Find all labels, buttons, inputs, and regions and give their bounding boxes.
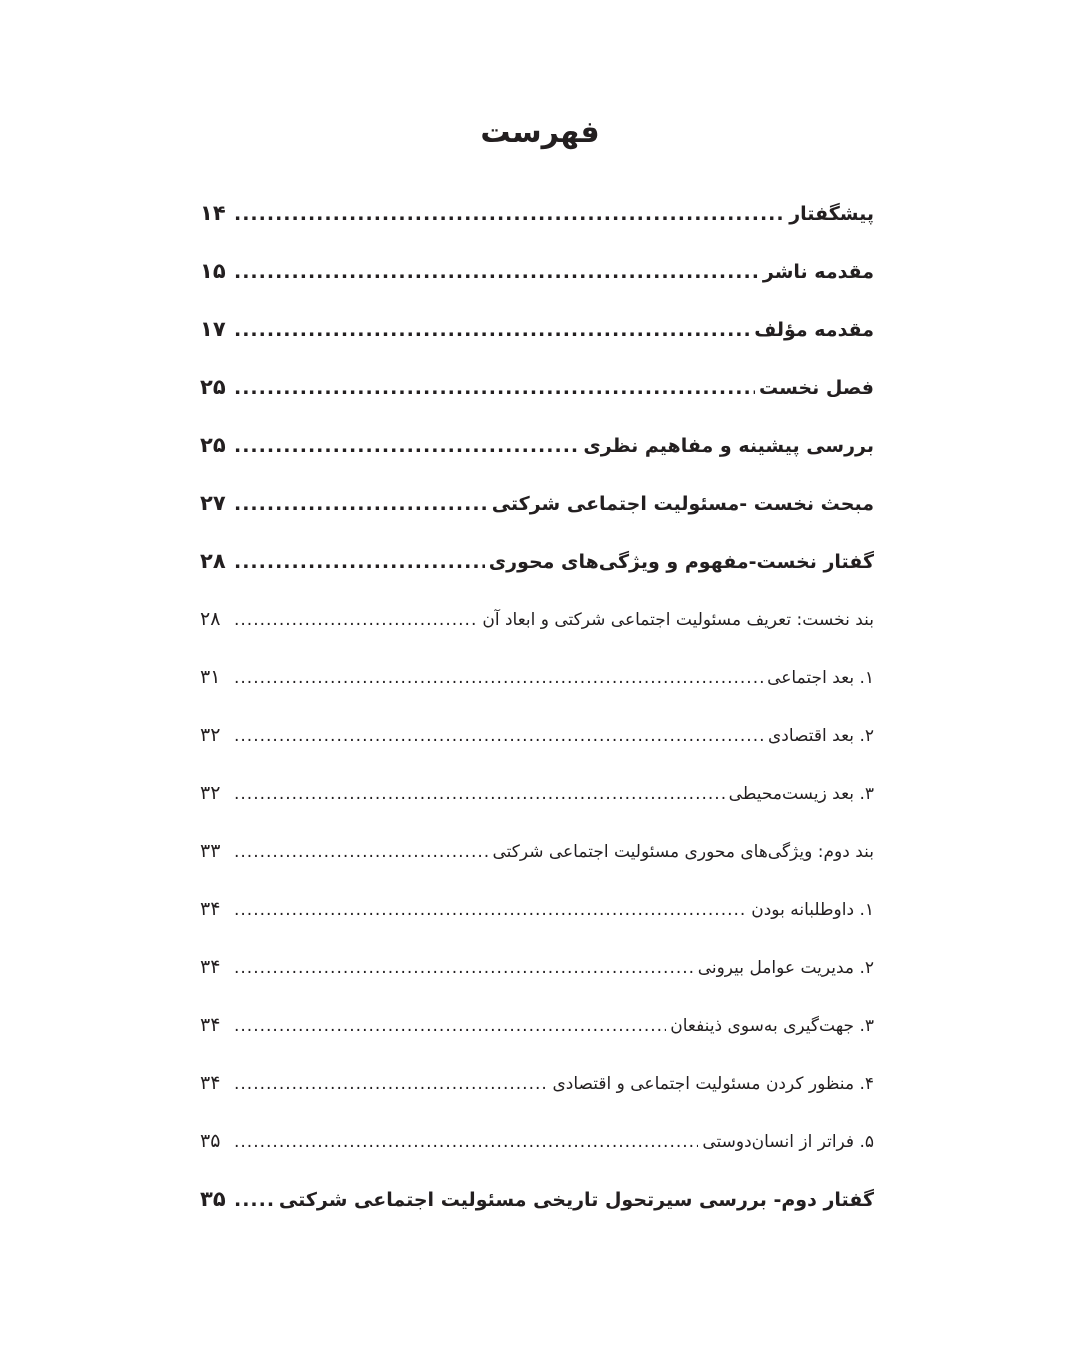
toc-entry[interactable]: [200, 1112, 874, 1170]
toc-entry-title: مقدمه مؤلف: [754, 319, 874, 341]
toc-entry[interactable]: [200, 242, 874, 300]
toc-entry-title: مبحث نخست -مسئولیت اجتماعی شرکتی: [491, 493, 874, 515]
toc-entry-page: ۲۵: [200, 375, 226, 399]
dot-leader: [234, 301, 750, 358]
toc-entry[interactable]: [200, 590, 874, 648]
toc-entry-page: ۳۴: [200, 898, 221, 920]
toc-entry[interactable]: [200, 764, 874, 822]
toc-entry-page: ۱۷: [200, 317, 226, 341]
toc-entry[interactable]: [200, 474, 874, 532]
toc-entry[interactable]: [200, 532, 874, 590]
dot-leader: [234, 243, 759, 300]
dot-leader: [234, 881, 747, 938]
toc-entry[interactable]: [200, 184, 874, 242]
toc-entry[interactable]: [200, 706, 874, 764]
page-title: فهرست: [480, 115, 600, 150]
toc-entry-page: ۲۸: [200, 608, 221, 630]
toc-entry[interactable]: [200, 1054, 874, 1112]
toc-entry[interactable]: [200, 358, 874, 416]
toc-entry-title: ۳. جهت‌گیری به‌سوی ذینفعان: [670, 1016, 874, 1036]
toc-entry-page: ۳۵: [200, 1187, 226, 1211]
dot-leader: [234, 765, 725, 822]
toc-entry-title: مقدمه ناشر: [762, 261, 874, 283]
dot-leader: [234, 997, 666, 1054]
toc-entry[interactable]: [200, 416, 874, 474]
toc-entry[interactable]: [200, 300, 874, 358]
toc-entry-page: ۳۴: [200, 956, 221, 978]
toc-entry-page: ۳۲: [200, 782, 221, 804]
dot-leader: [234, 823, 488, 880]
table-of-contents: [200, 184, 874, 1228]
toc-entry-title: ۲. مدیریت عوامل بیرونی: [697, 958, 874, 978]
toc-entry-title: بند نخست: تعریف مسئولیت اجتماعی شرکتی و ابعاد آن: [482, 610, 874, 630]
toc-entry[interactable]: [200, 1170, 874, 1228]
toc-entry-title: ۴. منظور کردن مسئولیت اجتماعی و اقتصادی: [552, 1074, 874, 1094]
dot-leader: [234, 939, 694, 996]
toc-entry-title: بند دوم: ویژگی‌های محوری مسئولیت اجتماعی شرکتی: [492, 842, 874, 862]
toc-entry-page: ۱۵: [200, 259, 226, 283]
toc-entry-title: ۱. داوطلبانه بودن: [751, 900, 874, 920]
toc-entry-title: پیشگفتار: [789, 203, 874, 225]
toc-entry-page: ۲۵: [200, 433, 226, 457]
toc-entry-page: ۳۱: [200, 666, 221, 688]
dot-leader: [234, 1171, 275, 1228]
toc-entry-title: گفتار نخست-مفهوم و ویژگی‌های محوری: [488, 551, 874, 573]
toc-entry[interactable]: [200, 822, 874, 880]
toc-entry-title: بررسی پیشینه و مفاهیم نظری: [583, 435, 874, 457]
dot-leader: [234, 185, 785, 242]
dot-leader: [234, 649, 763, 706]
toc-entry[interactable]: [200, 648, 874, 706]
toc-entry-page: ۳۲: [200, 724, 221, 746]
dot-leader: [234, 1113, 698, 1170]
dot-leader: [234, 533, 485, 590]
dot-leader: [234, 591, 478, 648]
dot-leader: [234, 417, 579, 474]
toc-entry-page: ۲۷: [200, 491, 226, 515]
toc-entry[interactable]: [200, 880, 874, 938]
dot-leader: [234, 475, 488, 532]
toc-entry-page: ۳۴: [200, 1014, 221, 1036]
toc-entry-title: ۱. بعد اجتماعی: [767, 668, 874, 688]
toc-entry-title: گفتار دوم- بررسی سیرتحول تاریخی مسئولیت اجتماعی شرکتی: [278, 1189, 874, 1211]
toc-entry-page: ۳۵: [200, 1130, 221, 1152]
toc-entry-title: فصل نخست: [758, 377, 874, 399]
toc-entry-title: ۵. فراتر از انسان‌دوستی: [702, 1132, 874, 1152]
toc-entry[interactable]: [200, 938, 874, 996]
dot-leader: [234, 707, 764, 764]
toc-entry-title: ۳. بعد زیست‌محیطی: [728, 784, 874, 804]
toc-entry[interactable]: [200, 996, 874, 1054]
toc-entry-page: ۲۸: [200, 549, 226, 573]
toc-entry-title: ۲. بعد اقتصادی: [768, 726, 874, 746]
dot-leader: [234, 359, 755, 416]
dot-leader: [234, 1055, 548, 1112]
toc-entry-page: ۳۳: [200, 840, 221, 862]
toc-entry-page: ۱۴: [200, 201, 226, 225]
toc-entry-page: ۳۴: [200, 1072, 221, 1094]
